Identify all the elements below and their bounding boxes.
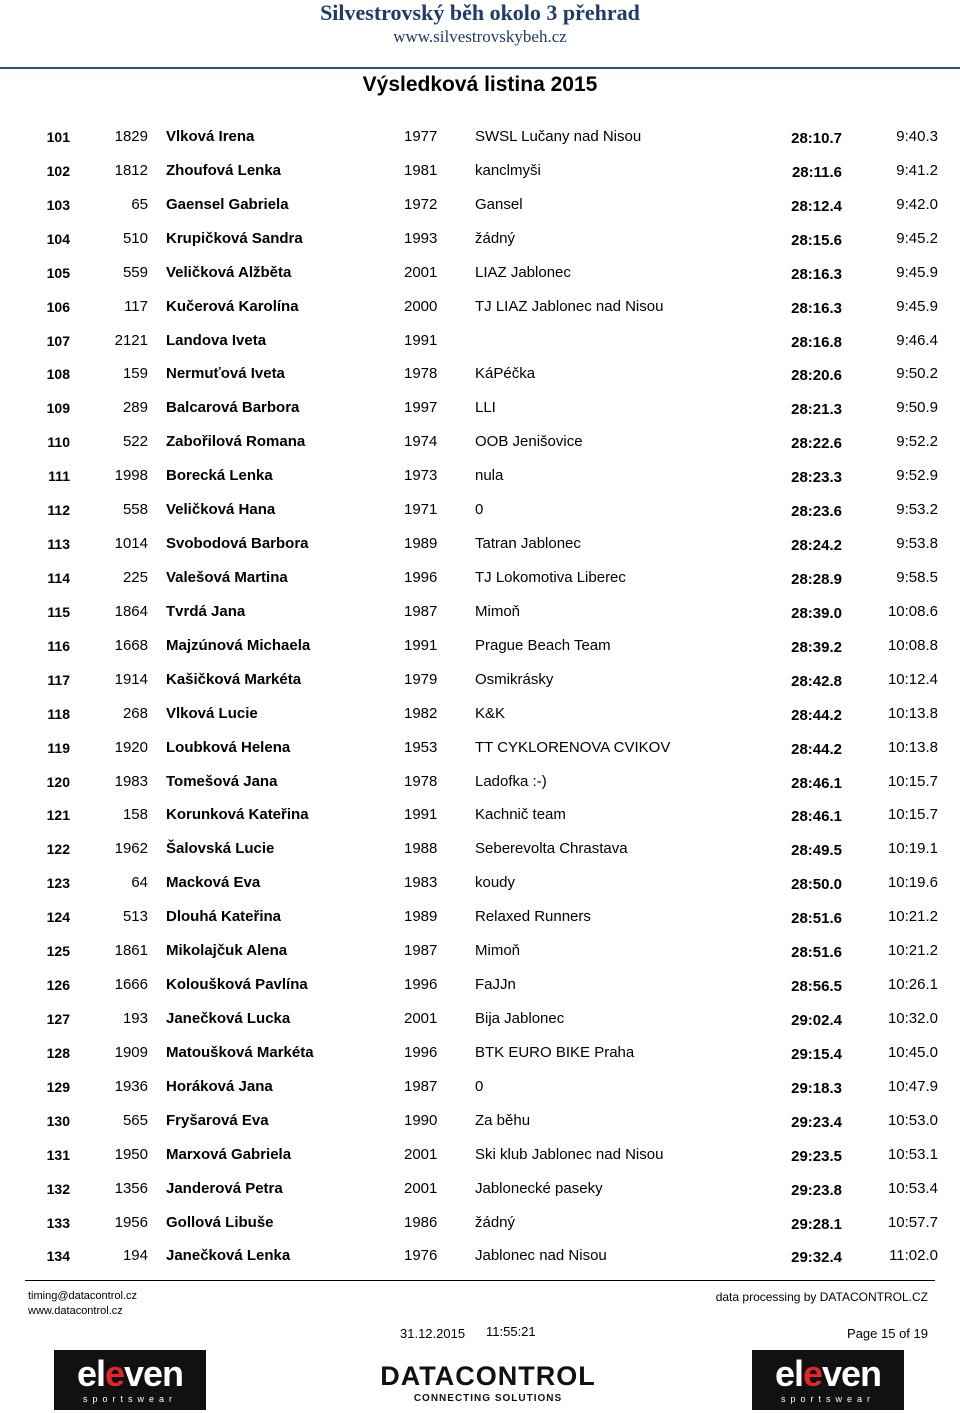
result-club: KáPéčka <box>475 365 536 383</box>
result-club: Gansel <box>475 195 523 213</box>
result-birth-year: 1982 <box>404 704 438 722</box>
table-row <box>0 355 960 389</box>
eleven-logo-wordmark <box>54 1354 206 1394</box>
result-pace: 9:45.2 <box>896 229 938 247</box>
result-birth-year: 1988 <box>404 840 438 858</box>
result-pace: 9:42.0 <box>896 195 938 213</box>
result-runner-name: Krupičková Sandra <box>166 229 303 247</box>
result-bib-number: 194 <box>122 1247 148 1265</box>
result-birth-year: 2001 <box>404 1145 438 1163</box>
event-title: Silvestrovský běh okolo 3 přehrad <box>320 0 640 25</box>
result-birth-year: 1977 <box>404 128 438 145</box>
result-club: Jablonecké paseky <box>475 1179 603 1197</box>
eleven-logo-left <box>54 1350 206 1410</box>
footer-web-link[interactable]: www.datacontrol.cz <box>28 1305 123 1317</box>
result-club: Osmikrásky <box>475 670 554 688</box>
result-bib-number: 559 <box>122 263 148 281</box>
table-row <box>0 525 960 559</box>
table-row <box>0 898 960 932</box>
result-club: TT CYKLORENOVA CVIKOV <box>475 738 671 756</box>
result-pace: 9:52.2 <box>896 433 938 451</box>
result-finish-time: 28:46.1 <box>791 774 842 792</box>
result-finish-time: 28:42.8 <box>791 672 842 690</box>
result-place: 129 <box>46 1078 70 1095</box>
result-runner-name: Koloušková Pavlína <box>166 976 308 994</box>
result-bib-number: 565 <box>122 1111 148 1129</box>
result-finish-time: 29:23.8 <box>791 1181 842 1199</box>
result-place: 123 <box>46 875 70 892</box>
result-bib-number: 117 <box>124 297 148 315</box>
result-place: 127 <box>46 1010 70 1027</box>
result-club: BTK EURO BIKE Praha <box>475 1043 635 1061</box>
result-pace: 10:08.6 <box>887 602 938 620</box>
result-runner-name: Landova Iveta <box>166 331 267 349</box>
table-row <box>0 593 960 627</box>
result-place: 116 <box>47 637 70 654</box>
result-birth-year: 1996 <box>404 976 438 994</box>
result-runner-name: Balcarová Barbora <box>166 399 300 417</box>
result-place: 132 <box>46 1180 70 1197</box>
result-birth-year: 1953 <box>404 738 438 756</box>
result-finish-time: 28:46.1 <box>791 808 842 826</box>
result-place: 101 <box>46 129 70 145</box>
result-place: 131 <box>46 1146 70 1163</box>
table-row <box>0 796 960 830</box>
result-pace: 10:32.0 <box>887 1009 938 1027</box>
table-row <box>0 220 960 254</box>
result-runner-name: Fryšarová Eva <box>166 1111 269 1129</box>
result-runner-name: Tomešová Jana <box>166 772 278 790</box>
result-finish-time: 28:15.6 <box>791 231 842 249</box>
result-pace: 9:46.4 <box>896 331 938 349</box>
table-row <box>0 322 960 356</box>
result-birth-year: 1974 <box>404 433 438 451</box>
result-birth-year: 1996 <box>404 1043 438 1061</box>
result-place: 133 <box>46 1214 70 1231</box>
result-runner-name: Zhoufová Lenka <box>166 161 282 179</box>
eleven-logo-tagline: sportswear <box>82 1394 177 1404</box>
result-finish-time: 28:56.5 <box>791 978 842 996</box>
result-bib-number: 1014 <box>114 535 148 553</box>
footer-processing-note: data processing by DATACONTROL.CZ <box>715 1290 928 1304</box>
table-row <box>0 152 960 186</box>
result-finish-time: 28:23.3 <box>791 469 842 487</box>
result-club: LLI <box>475 399 496 417</box>
result-runner-name: Loubková Helena <box>166 738 291 756</box>
result-finish-time: 29:23.5 <box>791 1147 842 1165</box>
result-runner-name: Tvrdá Jana <box>166 602 246 620</box>
result-runner-name: Gaensel Gabriela <box>166 195 289 213</box>
result-place: 110 <box>47 434 70 451</box>
eleven-logo-tagline: sportswear <box>780 1394 875 1404</box>
table-row <box>0 729 960 763</box>
result-bib-number: 1950 <box>114 1145 148 1163</box>
table-row <box>0 288 960 322</box>
footer-email-link[interactable]: timing@datacontrol.cz <box>28 1290 137 1302</box>
result-place: 108 <box>46 366 70 383</box>
result-club: Mimoň <box>475 942 521 960</box>
result-pace: 9:58.5 <box>896 568 938 586</box>
result-finish-time: 28:12.4 <box>791 197 842 215</box>
result-birth-year: 1987 <box>404 942 438 960</box>
document-title: Výsledková listina 2015 <box>362 73 598 96</box>
result-birth-year: 1997 <box>404 399 438 417</box>
result-place: 103 <box>46 196 70 213</box>
result-birth-year: 1971 <box>404 501 438 519</box>
result-bib-number: 64 <box>131 874 148 892</box>
table-row <box>0 661 960 695</box>
eleven-logo-part: ven <box>822 1353 882 1394</box>
table-row <box>0 186 960 220</box>
result-finish-time: 29:28.1 <box>791 1215 842 1233</box>
result-pace: 9:52.9 <box>896 467 938 485</box>
result-place: 128 <box>46 1044 70 1061</box>
result-finish-time: 28:44.2 <box>791 740 842 758</box>
result-runner-name: Svobodová Barbora <box>166 535 309 553</box>
result-bib-number: 1936 <box>114 1077 148 1095</box>
result-runner-name: Nermuťová Iveta <box>166 365 285 383</box>
table-row <box>0 932 960 966</box>
result-pace: 9:40.3 <box>896 128 938 145</box>
result-birth-year: 1986 <box>404 1213 438 1231</box>
result-bib-number: 522 <box>122 433 148 451</box>
result-club: OOB Jenišovice <box>475 433 583 451</box>
result-birth-year: 1979 <box>404 670 438 688</box>
result-pace: 10:13.8 <box>887 704 938 722</box>
result-runner-name: Veličková Hana <box>166 501 276 519</box>
result-club: Prague Beach Team <box>475 636 611 654</box>
result-pace: 10:47.9 <box>887 1077 938 1095</box>
result-bib-number: 158 <box>122 806 148 824</box>
result-finish-time: 29:32.4 <box>791 1249 842 1267</box>
result-place: 111 <box>48 468 70 485</box>
footer-page-number: Page 15 of 19 <box>847 1326 928 1341</box>
result-bib-number: 1829 <box>114 128 148 145</box>
result-birth-year: 1978 <box>404 365 438 383</box>
result-bib-number: 2121 <box>114 331 148 349</box>
result-pace: 10:12.4 <box>887 670 938 688</box>
result-runner-name: Šalovská Lucie <box>166 840 275 858</box>
result-bib-number: 159 <box>122 365 148 383</box>
result-pace: 9:45.9 <box>896 263 938 281</box>
result-pace: 10:57.7 <box>887 1213 938 1231</box>
result-pace: 10:26.1 <box>887 976 938 994</box>
result-bib-number: 1909 <box>114 1043 148 1061</box>
result-finish-time: 28:51.6 <box>791 910 842 928</box>
table-row <box>0 830 960 864</box>
result-pace: 10:21.2 <box>887 908 938 926</box>
eleven-logo-right <box>752 1350 904 1410</box>
table-row <box>0 559 960 593</box>
result-bib-number: 1861 <box>114 942 148 960</box>
result-runner-name: Janečková Lucka <box>166 1009 291 1027</box>
result-birth-year: 1976 <box>404 1247 438 1265</box>
result-finish-time: 29:02.4 <box>791 1011 842 1029</box>
result-club: TJ Lokomotiva Liberec <box>475 568 626 586</box>
datacontrol-logo <box>356 1360 620 1406</box>
result-runner-name: Mikolajčuk Alena <box>166 942 288 960</box>
result-bib-number: 65 <box>131 195 148 213</box>
result-pace: 10:53.1 <box>887 1145 938 1163</box>
result-place: 114 <box>47 569 70 586</box>
result-place: 122 <box>46 841 70 858</box>
result-club: kanclmyši <box>475 161 541 179</box>
result-pace: 10:15.7 <box>887 772 938 790</box>
footer-time: 11:55:21 <box>486 1324 536 1339</box>
table-row <box>0 1000 960 1034</box>
result-place: 104 <box>46 230 70 247</box>
result-birth-year: 2001 <box>404 263 438 281</box>
result-club: Ladofka :-) <box>475 772 547 790</box>
result-finish-time: 28:23.6 <box>791 503 842 521</box>
table-row <box>0 1068 960 1102</box>
result-pace: 11:02.0 <box>889 1247 938 1265</box>
table-row <box>0 254 960 288</box>
result-birth-year: 1991 <box>404 331 438 349</box>
result-finish-time: 28:39.0 <box>791 604 842 622</box>
result-club: Za běhu <box>475 1111 531 1129</box>
result-finish-time: 29:23.4 <box>791 1113 842 1131</box>
result-bib-number: 1666 <box>114 976 148 994</box>
result-birth-year: 1996 <box>404 568 438 586</box>
event-website-link[interactable]: www.silvestrovskybeh.cz <box>393 27 567 46</box>
result-birth-year: 1987 <box>404 602 438 620</box>
result-finish-time: 28:21.3 <box>791 401 842 419</box>
result-birth-year: 1981 <box>404 161 438 179</box>
table-row <box>0 1102 960 1136</box>
table-row <box>0 423 960 457</box>
result-finish-time: 28:51.6 <box>791 944 842 962</box>
result-pace: 10:53.0 <box>887 1111 938 1129</box>
result-place: 102 <box>46 162 70 179</box>
datacontrol-logo-tagline: CONNECTING SOLUTIONS <box>413 1393 563 1404</box>
result-bib-number: 1983 <box>114 772 148 790</box>
result-finish-time: 28:24.2 <box>791 537 842 555</box>
table-row <box>0 763 960 797</box>
result-finish-time: 29:15.4 <box>791 1045 842 1063</box>
table-row <box>0 389 960 423</box>
result-bib-number: 1812 <box>114 161 148 179</box>
result-club: Relaxed Runners <box>475 908 591 926</box>
result-bib-number: 268 <box>122 704 148 722</box>
table-row <box>0 1034 960 1068</box>
result-pace: 9:53.8 <box>896 535 938 553</box>
result-pace: 10:21.2 <box>887 942 938 960</box>
table-row <box>0 118 960 152</box>
result-place: 115 <box>47 603 70 620</box>
result-pace: 9:45.9 <box>896 297 938 315</box>
result-place: 117 <box>47 671 70 688</box>
table-row <box>0 1170 960 1204</box>
result-runner-name: Marxová Gabriela <box>166 1145 292 1163</box>
result-finish-time: 28:22.6 <box>791 435 842 453</box>
result-bib-number: 1920 <box>114 738 148 756</box>
result-pace: 10:15.7 <box>887 806 938 824</box>
result-bib-number: 558 <box>122 501 148 519</box>
result-birth-year: 1991 <box>404 636 438 654</box>
result-birth-year: 1991 <box>404 806 438 824</box>
result-finish-time: 29:18.3 <box>791 1079 842 1097</box>
result-runner-name: Janderová Petra <box>166 1179 283 1197</box>
result-club: žádný <box>475 229 516 247</box>
result-finish-time: 28:50.0 <box>791 876 842 894</box>
table-row <box>0 695 960 729</box>
result-bib-number: 1962 <box>114 840 148 858</box>
result-birth-year: 1993 <box>404 229 438 247</box>
result-birth-year: 1987 <box>404 1077 438 1095</box>
eleven-logo-accent: e <box>104 1353 124 1394</box>
result-place: 109 <box>46 400 70 417</box>
result-bib-number: 1356 <box>114 1179 148 1197</box>
eleven-logo-accent: e <box>802 1353 822 1394</box>
result-place: 118 <box>47 705 70 722</box>
result-runner-name: Gollová Libuše <box>166 1213 274 1231</box>
result-bib-number: 513 <box>122 908 148 926</box>
result-place: 107 <box>46 332 70 349</box>
result-club: Seberevolta Chrastava <box>475 840 628 858</box>
result-runner-name: Matoušková Markéta <box>166 1043 314 1061</box>
result-runner-name: Zabořilová Romana <box>166 433 306 451</box>
result-runner-name: Borecká Lenka <box>166 467 273 485</box>
result-bib-number: 1864 <box>114 602 148 620</box>
result-bib-number: 510 <box>122 229 148 247</box>
result-club: Kachnič team <box>475 806 566 824</box>
result-runner-name: Vlková Irena <box>166 128 255 145</box>
result-club: LIAZ Jablonec <box>475 263 571 281</box>
table-row <box>0 966 960 1000</box>
result-birth-year: 1983 <box>404 874 438 892</box>
result-place: 120 <box>46 773 70 790</box>
footer-divider <box>25 1280 935 1281</box>
result-place: 124 <box>46 909 70 926</box>
result-place: 121 <box>46 807 70 824</box>
result-runner-name: Horáková Jana <box>166 1077 273 1095</box>
result-finish-time: 28:20.6 <box>791 367 842 385</box>
result-club: SWSL Lučany nad Nisou <box>475 128 642 145</box>
result-place: 112 <box>47 502 70 519</box>
result-runner-name: Kučerová Karolína <box>166 297 299 315</box>
result-birth-year: 1989 <box>404 908 438 926</box>
result-birth-year: 1978 <box>404 772 438 790</box>
result-finish-time: 28:28.9 <box>791 570 842 588</box>
result-runner-name: Korunková Kateřina <box>166 806 309 824</box>
result-bib-number: 1668 <box>114 636 148 654</box>
result-finish-time: 28:39.2 <box>791 638 842 656</box>
result-birth-year: 2001 <box>404 1009 438 1027</box>
result-runner-name: Janečková Lenka <box>166 1247 291 1265</box>
result-bib-number: 289 <box>122 399 148 417</box>
result-runner-name: Vlková Lucie <box>166 704 258 722</box>
result-bib-number: 1998 <box>114 467 148 485</box>
result-finish-time: 28:10.7 <box>791 130 842 147</box>
result-birth-year: 2000 <box>404 297 438 315</box>
eleven-logo-part: el <box>76 1353 105 1394</box>
result-runner-name: Dlouhá Kateřina <box>166 908 282 926</box>
result-pace: 9:41.2 <box>896 161 938 179</box>
result-finish-time: 28:11.6 <box>791 163 842 181</box>
result-club: 0 <box>475 501 484 519</box>
result-finish-time: 28:16.3 <box>791 265 842 283</box>
results-table <box>0 118 960 1271</box>
result-runner-name: Valešová Martina <box>166 568 288 586</box>
result-place: 113 <box>47 536 70 553</box>
result-place: 134 <box>46 1248 70 1265</box>
result-pace: 10:19.1 <box>887 840 938 858</box>
result-place: 125 <box>46 943 70 960</box>
result-club: Tatran Jablonec <box>475 535 581 553</box>
result-runner-name: Veličková Alžběta <box>166 263 292 281</box>
result-bib-number: 1956 <box>114 1213 148 1231</box>
result-bib-number: 1914 <box>114 670 148 688</box>
table-row <box>0 1204 960 1238</box>
result-club: nula <box>475 467 504 485</box>
result-runner-name: Majzúnová Michaela <box>166 636 311 654</box>
datacontrol-logo-wordmark: DATACONTROL <box>380 1361 596 1391</box>
result-birth-year: 1973 <box>404 467 438 485</box>
result-finish-time: 28:16.8 <box>791 333 842 351</box>
eleven-logo-wordmark <box>752 1354 904 1394</box>
result-bib-number: 193 <box>122 1009 148 1027</box>
result-pace: 9:53.2 <box>896 501 938 519</box>
result-pace: 10:13.8 <box>887 738 938 756</box>
result-place: 119 <box>47 739 70 756</box>
eleven-logo-part: el <box>774 1353 803 1394</box>
result-club: Jablonec nad Nisou <box>475 1247 607 1265</box>
table-row <box>0 1136 960 1170</box>
result-pace: 10:19.6 <box>887 874 938 892</box>
result-club: TJ LIAZ Jablonec nad Nisou <box>475 297 664 315</box>
result-place: 130 <box>46 1112 70 1129</box>
result-finish-time: 28:16.3 <box>791 299 842 317</box>
result-birth-year: 1989 <box>404 535 438 553</box>
result-pace: 10:45.0 <box>887 1043 938 1061</box>
result-club: Bija Jablonec <box>475 1009 565 1027</box>
table-row <box>0 864 960 898</box>
table-row <box>0 1237 960 1271</box>
result-birth-year: 2001 <box>404 1179 438 1197</box>
result-place: 106 <box>46 298 70 315</box>
result-finish-time: 28:49.5 <box>791 842 842 860</box>
result-club: žádný <box>475 1213 516 1231</box>
result-pace: 9:50.9 <box>896 399 938 417</box>
table-row <box>0 491 960 525</box>
result-runner-name: Kašičková Markéta <box>166 670 302 688</box>
result-birth-year: 1990 <box>404 1111 438 1129</box>
result-club: K&K <box>475 704 506 722</box>
header-divider <box>0 67 960 69</box>
result-club: FaJJn <box>475 976 516 994</box>
result-birth-year: 1972 <box>404 195 438 213</box>
table-row <box>0 627 960 661</box>
eleven-logo-part: ven <box>124 1353 184 1394</box>
result-club: koudy <box>475 874 516 892</box>
result-bib-number: 225 <box>122 568 148 586</box>
result-place: 105 <box>46 264 70 281</box>
result-runner-name: Macková Eva <box>166 874 261 892</box>
result-place: 126 <box>46 977 70 994</box>
footer-date: 31.12.2015 <box>400 1326 466 1341</box>
result-pace: 10:08.8 <box>887 636 938 654</box>
table-row <box>0 457 960 491</box>
result-finish-time: 28:44.2 <box>791 706 842 724</box>
result-pace: 9:50.2 <box>896 365 938 383</box>
result-club: Ski klub Jablonec nad Nisou <box>475 1145 664 1163</box>
result-club: 0 <box>475 1077 484 1095</box>
result-club: Mimoň <box>475 602 521 620</box>
result-pace: 10:53.4 <box>887 1179 938 1197</box>
